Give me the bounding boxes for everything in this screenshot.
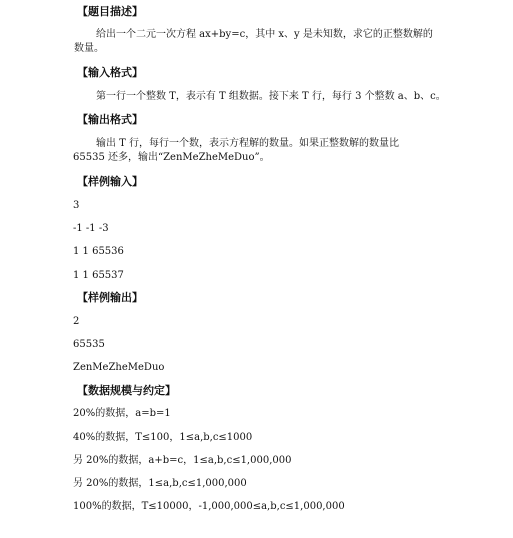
- constraints-line-5: 100%的数据，T≤10000，-1,000,000≤a,b,c≤1,000,000: [73, 501, 345, 512]
- output-format-heading: 【输出格式】: [77, 113, 143, 126]
- constraints-line-4: 另 20%的数据，1≤a,b,c≤1,000,000: [73, 478, 247, 489]
- sample-output-heading: 【样例输出】: [77, 291, 143, 304]
- description-line-2: 数量。: [74, 43, 104, 54]
- constraints-line-3: 另 20%的数据，a+b=c，1≤a,b,c≤1,000,000: [73, 455, 292, 466]
- sample-output-line-3: ZenMeZheMeDuo: [73, 362, 165, 373]
- sample-input-line-1: 3: [73, 200, 80, 211]
- sample-input-line-2: -1 -1 -3: [73, 223, 109, 234]
- input-format-heading: 【输入格式】: [77, 66, 143, 79]
- sample-input-heading: 【样例输入】: [77, 175, 143, 188]
- sample-output-line-2: 65535: [73, 339, 105, 350]
- output-format-line-1: 输出 T 行，每行一个数，表示方程解的数量。如果正整数解的数量比: [96, 138, 400, 149]
- sample-output-line-1: 2: [73, 316, 80, 327]
- input-format-line-1: 第一行一个整数 T，表示有 T 组数据。接下来 T 行，每行 3 个整数 a、b、c。: [96, 91, 446, 102]
- output-format-line-2: 65535 还多，输出“ZenMeZheMeDuo”。: [73, 152, 270, 163]
- description-heading: 【题目描述】: [77, 5, 143, 18]
- sample-input-line-3: 1 1 65536: [73, 246, 124, 257]
- sample-input-line-4: 1 1 65537: [73, 270, 124, 281]
- description-line-1: 给出一个二元一次方程 ax+by=c，其中 x、y 是未知数，求它的正整数解的: [96, 29, 433, 40]
- constraints-line-2: 40%的数据，T≤100，1≤a,b,c≤1000: [73, 432, 253, 443]
- constraints-line-1: 20%的数据，a=b=1: [73, 408, 171, 419]
- constraints-heading: 【数据规模与约定】: [77, 384, 176, 397]
